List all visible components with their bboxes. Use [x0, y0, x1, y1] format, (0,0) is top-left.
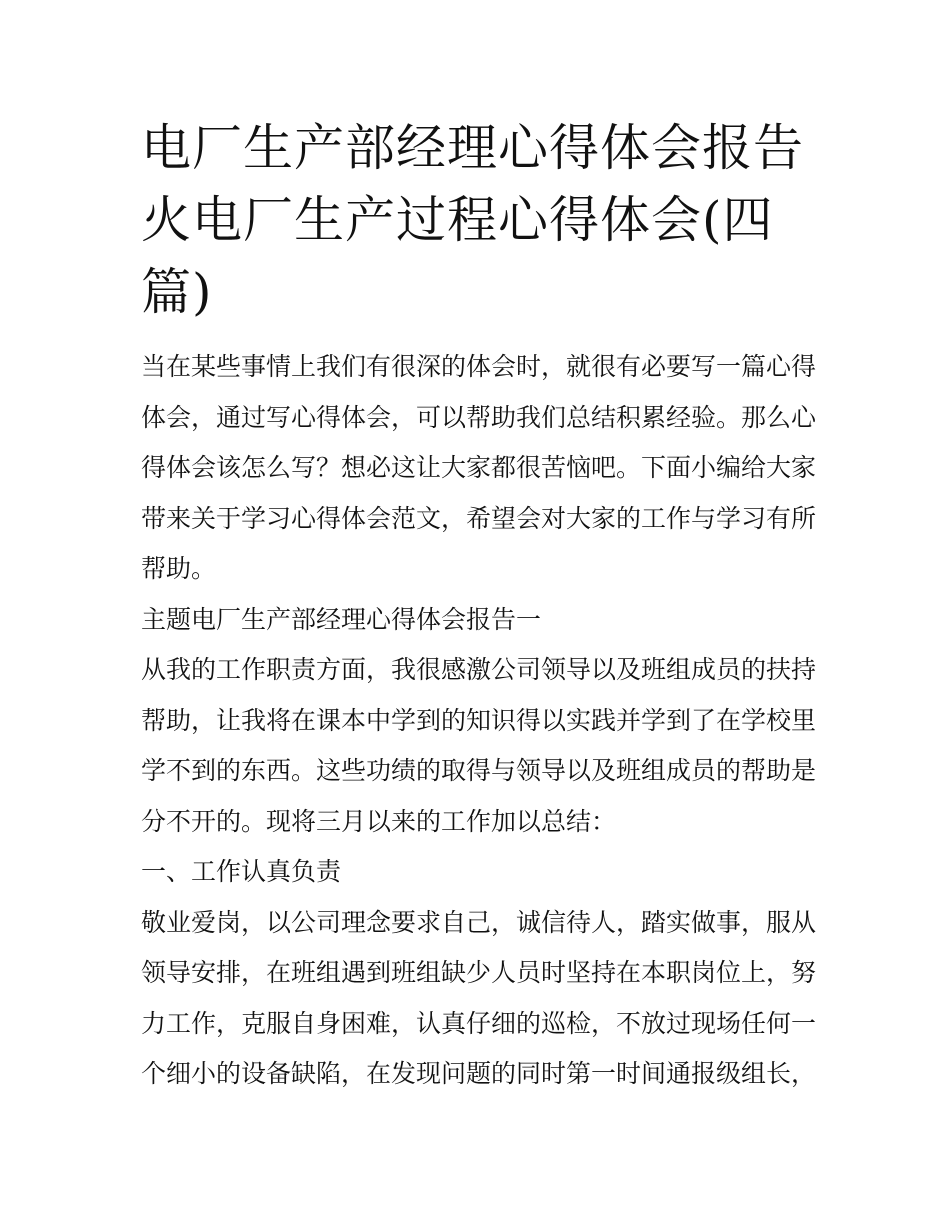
body-paragraph: 敬业爱岗，以公司理念要求自己，诚信待人，踏实做事，服从领导安排，在班组遇到班组缺少人员时坚持在本职岗位上，努力工作，克服自身困难，认真仔细的巡检，不放过现场任何一个细小的设备缺陷，在发现问题的同时第一时间通报级组长， — [141, 907, 817, 1088]
document-title: 电厂生产部经理心得体会报告火电厂生产过程心得体会(四篇) — [141, 119, 804, 321]
subsection-heading: 一、工作认真负责 — [141, 857, 342, 886]
intro-paragraph: 当在某些事情上我们有很深的体会时，就很有必要写一篇心得体会，通过写心得体会，可以帮助我们总结积累经验。那么心得体会该怎么写？想必这让大家都很苦恼吧。下面小编给大家带来关于学习心得体会范文，希望会对大家的工作与学习有所帮助。 — [141, 352, 817, 583]
body-paragraph: 从我的工作职责方面，我很感激公司领导以及班组成员的扶持帮助，让我将在课本中学到的知识得以实践并学到了在学校里学不到的东西。这些功绩的取得与领导以及班组成员的帮助是分不开的。现将三月以来的工作加以总结： — [141, 655, 817, 836]
section-heading: 主题电厂生产部经理心得体会报告一 — [141, 604, 542, 634]
document-body — [141, 112, 821, 1100]
